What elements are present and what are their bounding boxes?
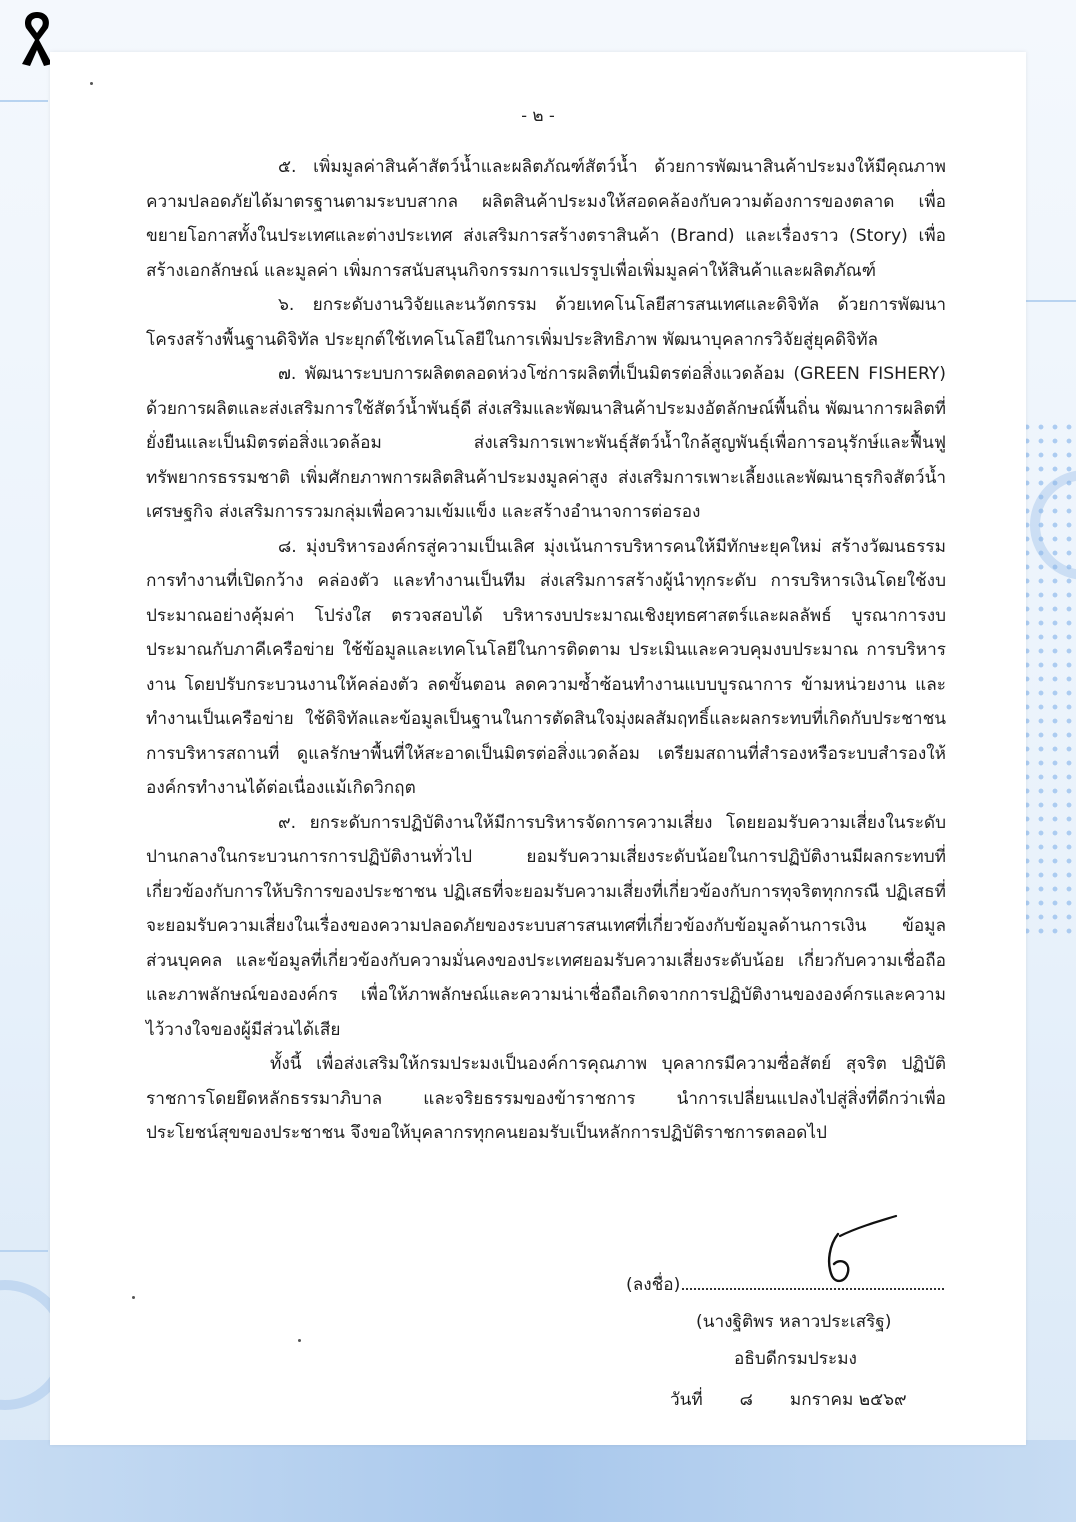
document-page (50, 52, 1026, 1445)
paragraph-5: ๕. เพิ่มมูลค่าสินค้าสัตว์น้ำและผลิตภัณฑ์สัตว์น้ำ ด้วยการพัฒนาสินค้าประมงให้มีคุณภาพ ความปลอดภัยได้มาตรฐานตามระบบสากล ผลิตสินค้าประมงให้สอดคล้องกับความต้องการของตลาด เพื่อขยายโอกาสทั้งในประเทศและต่างประเทศ ส่งเสริมการสร้างตราสินค้า (Brand) และเรื่องราว (Story) เพื่อสร้างเอกลักษณ์ และมูลค่า เพิ่มการสนับสนุนกิจกรรมการแปรรูปเพื่อเพิ่มมูลค่าให้สินค้าและผลิตภัณฑ์ (146, 157, 946, 281)
signature-line (626, 1270, 944, 1298)
date-month-year: มกราคม ๒๕๖๙ (789, 1390, 907, 1410)
page-number: - ๒ - (521, 106, 555, 126)
signatory-position: อธิบดีกรมประมง (734, 1349, 857, 1369)
background-circuit-line (0, 1250, 48, 1252)
paragraph-8: ๘. มุ่งบริหารองค์กรสู่ความเป็นเลิศ มุ่งเน้นการบริหารคนให้มีทักษะยุคใหม่ สร้างวัฒนธรรมการทำงานที่เปิดกว้าง คล่องตัว และทำงานเป็นทีม ส่งเสริมการสร้างผู้นำทุกระดับ การบริหารเงินโดยใช้งบประมาณอย่างคุ้มค่า โปร่งใส ตรวจสอบได้ บริหารงบประมาณเชิงยุทธศาสตร์และผลลัพธ์ บูรณาการงบประมาณกับภาคีเครือข่าย ใช้ข้อมูลและเทคโนโลยีในการติดตาม ประเมินและควบคุมงบประมาณ การบริหารงาน โดยปรับกระบวนงานให้คล่องตัว ลดขั้นตอน ลดความซ้ำซ้อนทำงานแบบบูรณาการ ข้ามหน่วยงาน และทำงานเป็นเครือข่าย ใช้ดิจิทัลและข้อมูลเป็นฐานในการตัดสินใจมุ่งผลสัมฤทธิ์และผลกระทบที่เกิดกับประชาชน การบริหารสถานที่ ดูแลรักษาพื้นที่ให้สะอาดเป็นมิตรต่อสิ่งแวดล้อม เตรียมสถานที่สำรองหรือระบบสำรองให้องค์กรทำงานได้ต่อเนื่องแม้เกิดวิกฤต (146, 536, 946, 798)
date-day: ๘ (739, 1390, 753, 1410)
document-body (146, 150, 946, 1151)
background-circuit-line (0, 100, 48, 102)
date-prefix: วันที่ (670, 1390, 703, 1410)
closing-paragraph: ทั้งนี้ เพื่อส่งเสริมให้กรมประมงเป็นองค์การคุณภาพ บุคลากรมีความซื่อสัตย์ สุจริต ปฏิบัติราชการโดยยึดหลักธรรมาภิบาล และจริยธรรมของข้าราชการ นำการเปลี่ยนแปลงไปสู่สิ่งที่ดีกว่าเพื่อประโยชน์สุขของประชาชน จึงขอให้บุคลากรทุกคนยอมรับเป็นหลักการปฏิบัติราชการตลอดไป (146, 1054, 946, 1143)
background-circuit-line (1026, 300, 1076, 302)
paragraph-9: ๙. ยกระดับการปฏิบัติงานให้มีการบริหารจัดการความเสี่ยง โดยยอมรับความเสี่ยงในระดับปานกลางในกระบวนการการปฏิบัติงานทั่วไป ยอมรับความเสี่ยงระดับน้อยในการปฏิบัติงานมีผลกระทบที่เกี่ยวข้องกับการให้บริการของประชาชน ปฏิเสธที่จะยอมรับความเสี่ยงที่เกี่ยวข้องกับการทุจริตทุกกรณี ปฏิเสธที่จะยอมรับความเสี่ยงในเรื่องของความปลอดภัยของระบบสารสนเทศที่เกี่ยวข้องกับข้อมูลด้านการเงิน ข้อมูลส่วนบุคคล และข้อมูลที่เกี่ยวข้องกับความมั่นคงของประเทศยอมรับความเสี่ยงระดับน้อย เกี่ยวกับความเชื่อถือและภาพลักษณ์ขององค์กร เพื่อให้ภาพลักษณ์และความน่าเชื่อถือเกิดจากการปฏิบัติงานขององค์กรและความไว้วางใจของผู้มีส่วนได้เสีย (146, 812, 946, 1040)
scan-speck (90, 82, 93, 85)
sign-label: (ลงชื่อ) (626, 1275, 681, 1295)
paragraph-6: ๖. ยกระดับงานวิจัยและนวัตกรรม ด้วยเทคโนโลยีสารสนเทศและดิจิทัล ด้วยการพัฒนาโครงสร้างพื้นฐานดิจิทัล ประยุกต์ใช้เทคโนโลยีในการเพิ่มประสิทธิภาพ พัฒนาบุคลากรวิจัยสู่ยุคดิจิทัล (146, 295, 946, 350)
background-footer-band (0, 1440, 1076, 1522)
signature-date (670, 1385, 907, 1413)
scan-speck (132, 1296, 135, 1299)
paragraph-7: ๗. พัฒนาระบบการผลิตตลอดห่วงโซ่การผลิตที่เป็นมิตรต่อสิ่งแวดล้อม (GREEN FISHERY) ด้วยการผลิตและส่งเสริมการใช้สัตว์น้ำพันธุ์ดี ส่งเสริมและพัฒนาสินค้าประมงอัตลักษณ์พื้นถิ่น พัฒนาการผลิตที่ยั่งยืนและเป็นมิตรต่อสิ่งแวดล้อม ส่งเสริมการเพาะพันธุ์สัตว์น้ำใกล้สูญพันธุ์เพื่อการอนุรักษ์และฟื้นฟูทรัพยากรธรรมชาติ เพิ่มศักยภาพการผลิตสินค้าประมงมูลค่าสูง ส่งเสริมการเพาะเลี้ยงและพัฒนาธุรกิจสัตว์น้ำ เศรษฐกิจ ส่งเสริมการรวมกลุ่มเพื่อความเข้มแข็ง และสร้างอำนาจการต่อรอง (146, 364, 946, 522)
signatory-name: (นางฐิติพร หลาวประเสริฐ) (696, 1312, 892, 1332)
signature-dotted-line (682, 1274, 944, 1290)
scan-speck (298, 1339, 301, 1342)
